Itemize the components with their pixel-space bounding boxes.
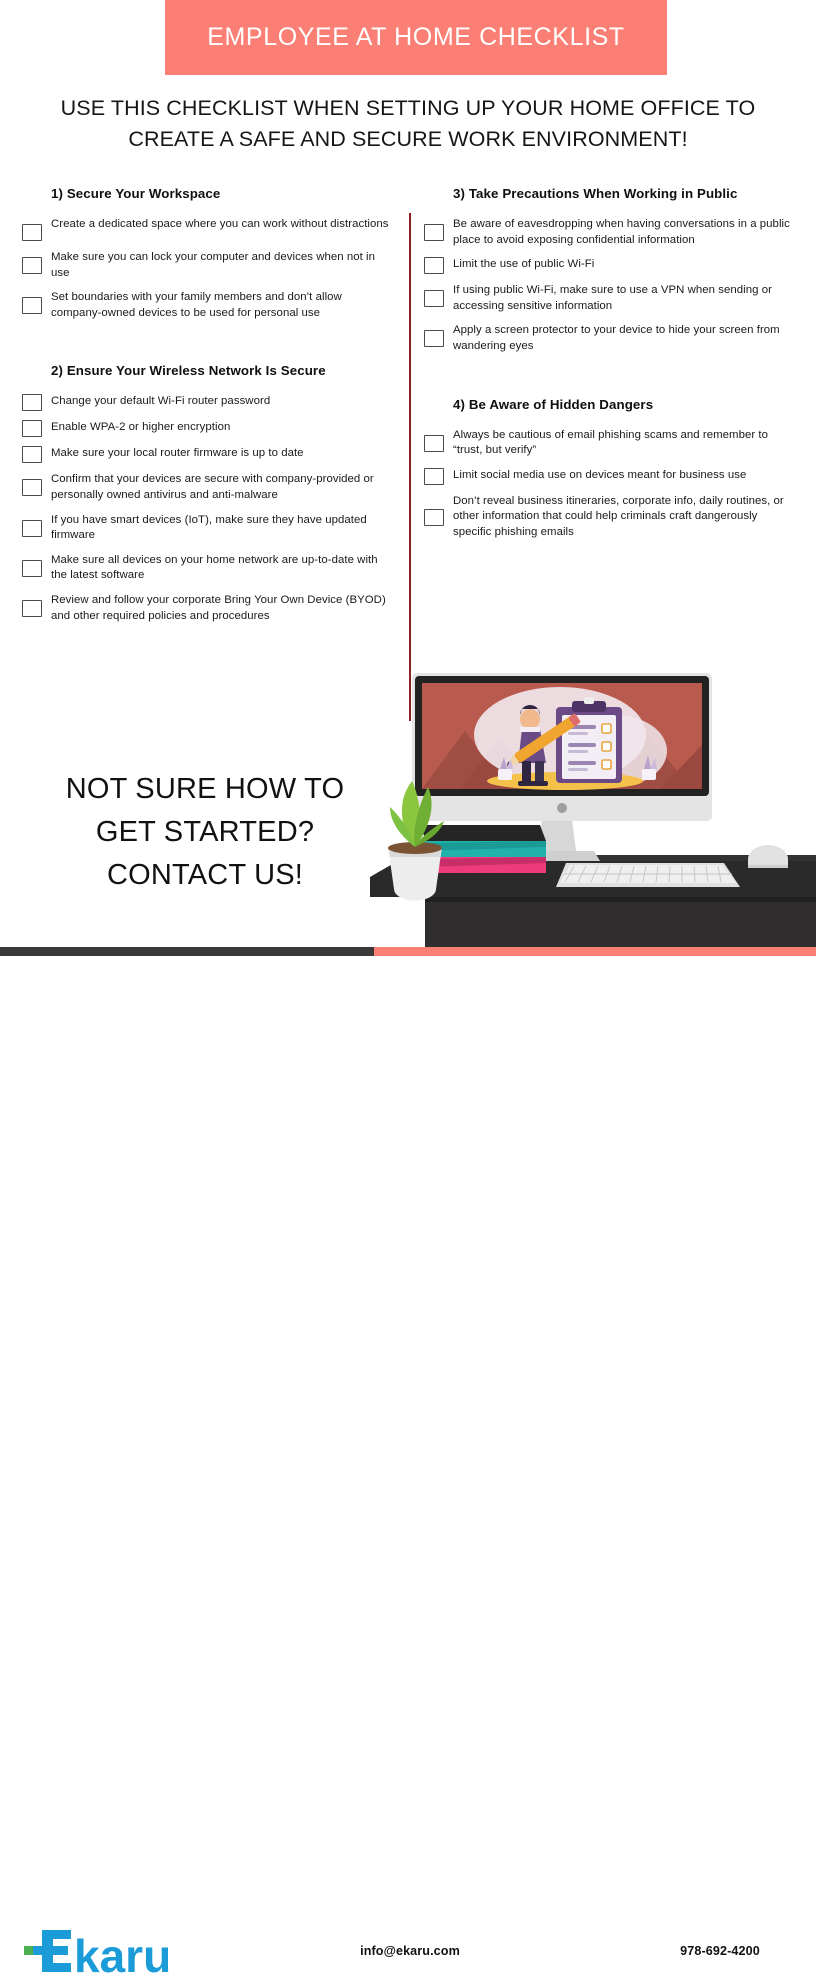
checkbox[interactable] bbox=[424, 468, 444, 485]
checklist-item-label: Make sure all devices on your home network are up-to-date with the latest software bbox=[51, 553, 378, 582]
checklist-item-label: Always be cautious of email phishing scams and remember to “trust, but verify” bbox=[453, 428, 769, 457]
checklist-item[interactable] bbox=[22, 446, 394, 463]
footer-phone[interactable]: 978-692-4200 bbox=[680, 1944, 760, 1958]
subtitle-line-2: CREATE A SAFE AND SECURE WORK ENVIRONMENT! bbox=[128, 127, 688, 151]
checklist-item[interactable] bbox=[424, 428, 794, 459]
checkbox[interactable] bbox=[424, 224, 444, 241]
checkbox[interactable] bbox=[22, 479, 42, 496]
checkbox[interactable] bbox=[22, 600, 42, 617]
checkbox[interactable] bbox=[424, 290, 444, 307]
checkbox[interactable] bbox=[22, 446, 42, 463]
checklist-item[interactable] bbox=[22, 593, 394, 624]
checklist-item-label: Enable WPA-2 or higher encryption bbox=[51, 421, 231, 434]
checklist-item[interactable] bbox=[22, 553, 394, 584]
section-secure-your-workspace bbox=[22, 186, 394, 321]
cta-line-3: CONTACT US! bbox=[106, 859, 304, 891]
checklist-item-label: Limit social media use on devices meant for business use bbox=[453, 468, 747, 481]
checkbox[interactable] bbox=[424, 257, 444, 274]
checkbox[interactable] bbox=[424, 435, 444, 452]
subtitle bbox=[50, 93, 766, 155]
checklist-item-label: Apply a screen protector to your device to hide your screen from wandering eyes bbox=[453, 324, 780, 352]
section-heading: 2) Ensure Your Wireless Network Is Secure bbox=[51, 363, 326, 379]
footer-band-dark bbox=[0, 947, 374, 956]
left-column bbox=[22, 186, 394, 633]
checklist-item[interactable] bbox=[424, 494, 794, 541]
checkbox[interactable] bbox=[22, 224, 42, 241]
section-items bbox=[22, 394, 394, 624]
checklist-item-label: If using public Wi-Fi, make sure to use a VPN when sending or accessing sensitive information bbox=[453, 284, 772, 312]
checklist-item-label: If you have smart devices (IoT), make sure they have updated firmware bbox=[51, 513, 367, 542]
footer-email[interactable]: info@ekaru.com bbox=[360, 1944, 460, 1958]
desk-workspace-illustration bbox=[360, 665, 816, 955]
checklist-item[interactable] bbox=[22, 420, 394, 437]
checkbox[interactable] bbox=[22, 420, 42, 437]
checklist-item-label: Confirm that your devices are secure with company-provided or personally owned antivirus and anti-malware bbox=[51, 473, 374, 501]
page-title: EMPLOYEE AT HOME CHECKLIST bbox=[207, 23, 625, 51]
checklist-item[interactable] bbox=[22, 472, 394, 503]
checklist-item-label: Review and follow your corporate Bring Your Own Device (BYOD) and other required policies and procedures bbox=[51, 593, 386, 622]
section-spacer bbox=[22, 330, 394, 363]
section-take-precautions-when-working-in-public bbox=[424, 186, 794, 355]
checkbox[interactable] bbox=[424, 330, 444, 347]
checklist-item-label: Make sure you can lock your computer and devices when not in use bbox=[51, 251, 376, 279]
subtitle-line-1: USE THIS CHECKLIST WHEN SETTING UP YOUR HOME OFFICE TO bbox=[60, 96, 756, 120]
cta-line-2: GET STARTED? bbox=[95, 816, 315, 848]
right-column bbox=[424, 186, 794, 550]
checklist-item[interactable] bbox=[22, 250, 394, 281]
section-be-aware-of-hidden-dangers bbox=[424, 397, 794, 541]
header-banner bbox=[165, 0, 667, 75]
cta-line-1: NOT SURE HOW TO bbox=[65, 773, 345, 805]
column-divider bbox=[409, 213, 411, 721]
ekaru-logo bbox=[24, 1928, 214, 1979]
section-heading: 4) Be Aware of Hidden Dangers bbox=[453, 396, 654, 412]
checklist-item-label: Make sure your local router firmware is up to date bbox=[51, 447, 304, 460]
checklist-item-label: Don’t reveal business itineraries, corporate info, daily routines, or other information that could help criminals craft dangerously specific phishing emails bbox=[453, 494, 784, 538]
checkbox[interactable] bbox=[22, 520, 42, 537]
checklist-item[interactable] bbox=[424, 217, 794, 248]
svg-text:karu: karu bbox=[74, 1930, 172, 1979]
section-items bbox=[424, 217, 794, 355]
checklist-item[interactable] bbox=[424, 323, 794, 354]
checklist-item-label: Change your default Wi-Fi router password bbox=[51, 395, 271, 408]
section-heading: 3) Take Precautions When Working in Public bbox=[453, 186, 738, 201]
call-to-action bbox=[30, 768, 380, 897]
section-ensure-your-wireless-network-is-secure bbox=[22, 363, 394, 624]
section-heading: 1) Secure Your Workspace bbox=[51, 186, 221, 201]
checklist-item-label: Create a dedicated space where you can work without distractions bbox=[51, 218, 389, 230]
checkbox[interactable] bbox=[22, 257, 42, 274]
checklist-item[interactable] bbox=[424, 468, 794, 485]
footer bbox=[0, 956, 816, 1979]
section-items bbox=[22, 217, 394, 321]
checklist-item[interactable] bbox=[22, 513, 394, 544]
section-items bbox=[424, 428, 794, 541]
checklist-item[interactable] bbox=[424, 257, 794, 274]
checklist-item[interactable] bbox=[22, 217, 394, 241]
footer-band-coral bbox=[374, 947, 816, 956]
checklist-item[interactable] bbox=[22, 290, 394, 321]
section-spacer bbox=[424, 364, 794, 397]
checklist-item-label: Set boundaries with your family members and don’t allow company-owned devices to be used for personal use bbox=[51, 291, 342, 319]
checkbox[interactable] bbox=[424, 509, 444, 526]
checkbox[interactable] bbox=[22, 394, 42, 411]
checkbox[interactable] bbox=[22, 297, 42, 314]
checklist-item[interactable] bbox=[424, 283, 794, 314]
checkbox[interactable] bbox=[22, 560, 42, 577]
checklist-item-label: Limit the use of public Wi-Fi bbox=[453, 258, 595, 271]
checklist-item-label: Be aware of eavesdropping when having conversations in a public place to avoid exposing confidential information bbox=[453, 218, 790, 246]
checklist-item[interactable] bbox=[22, 394, 394, 411]
